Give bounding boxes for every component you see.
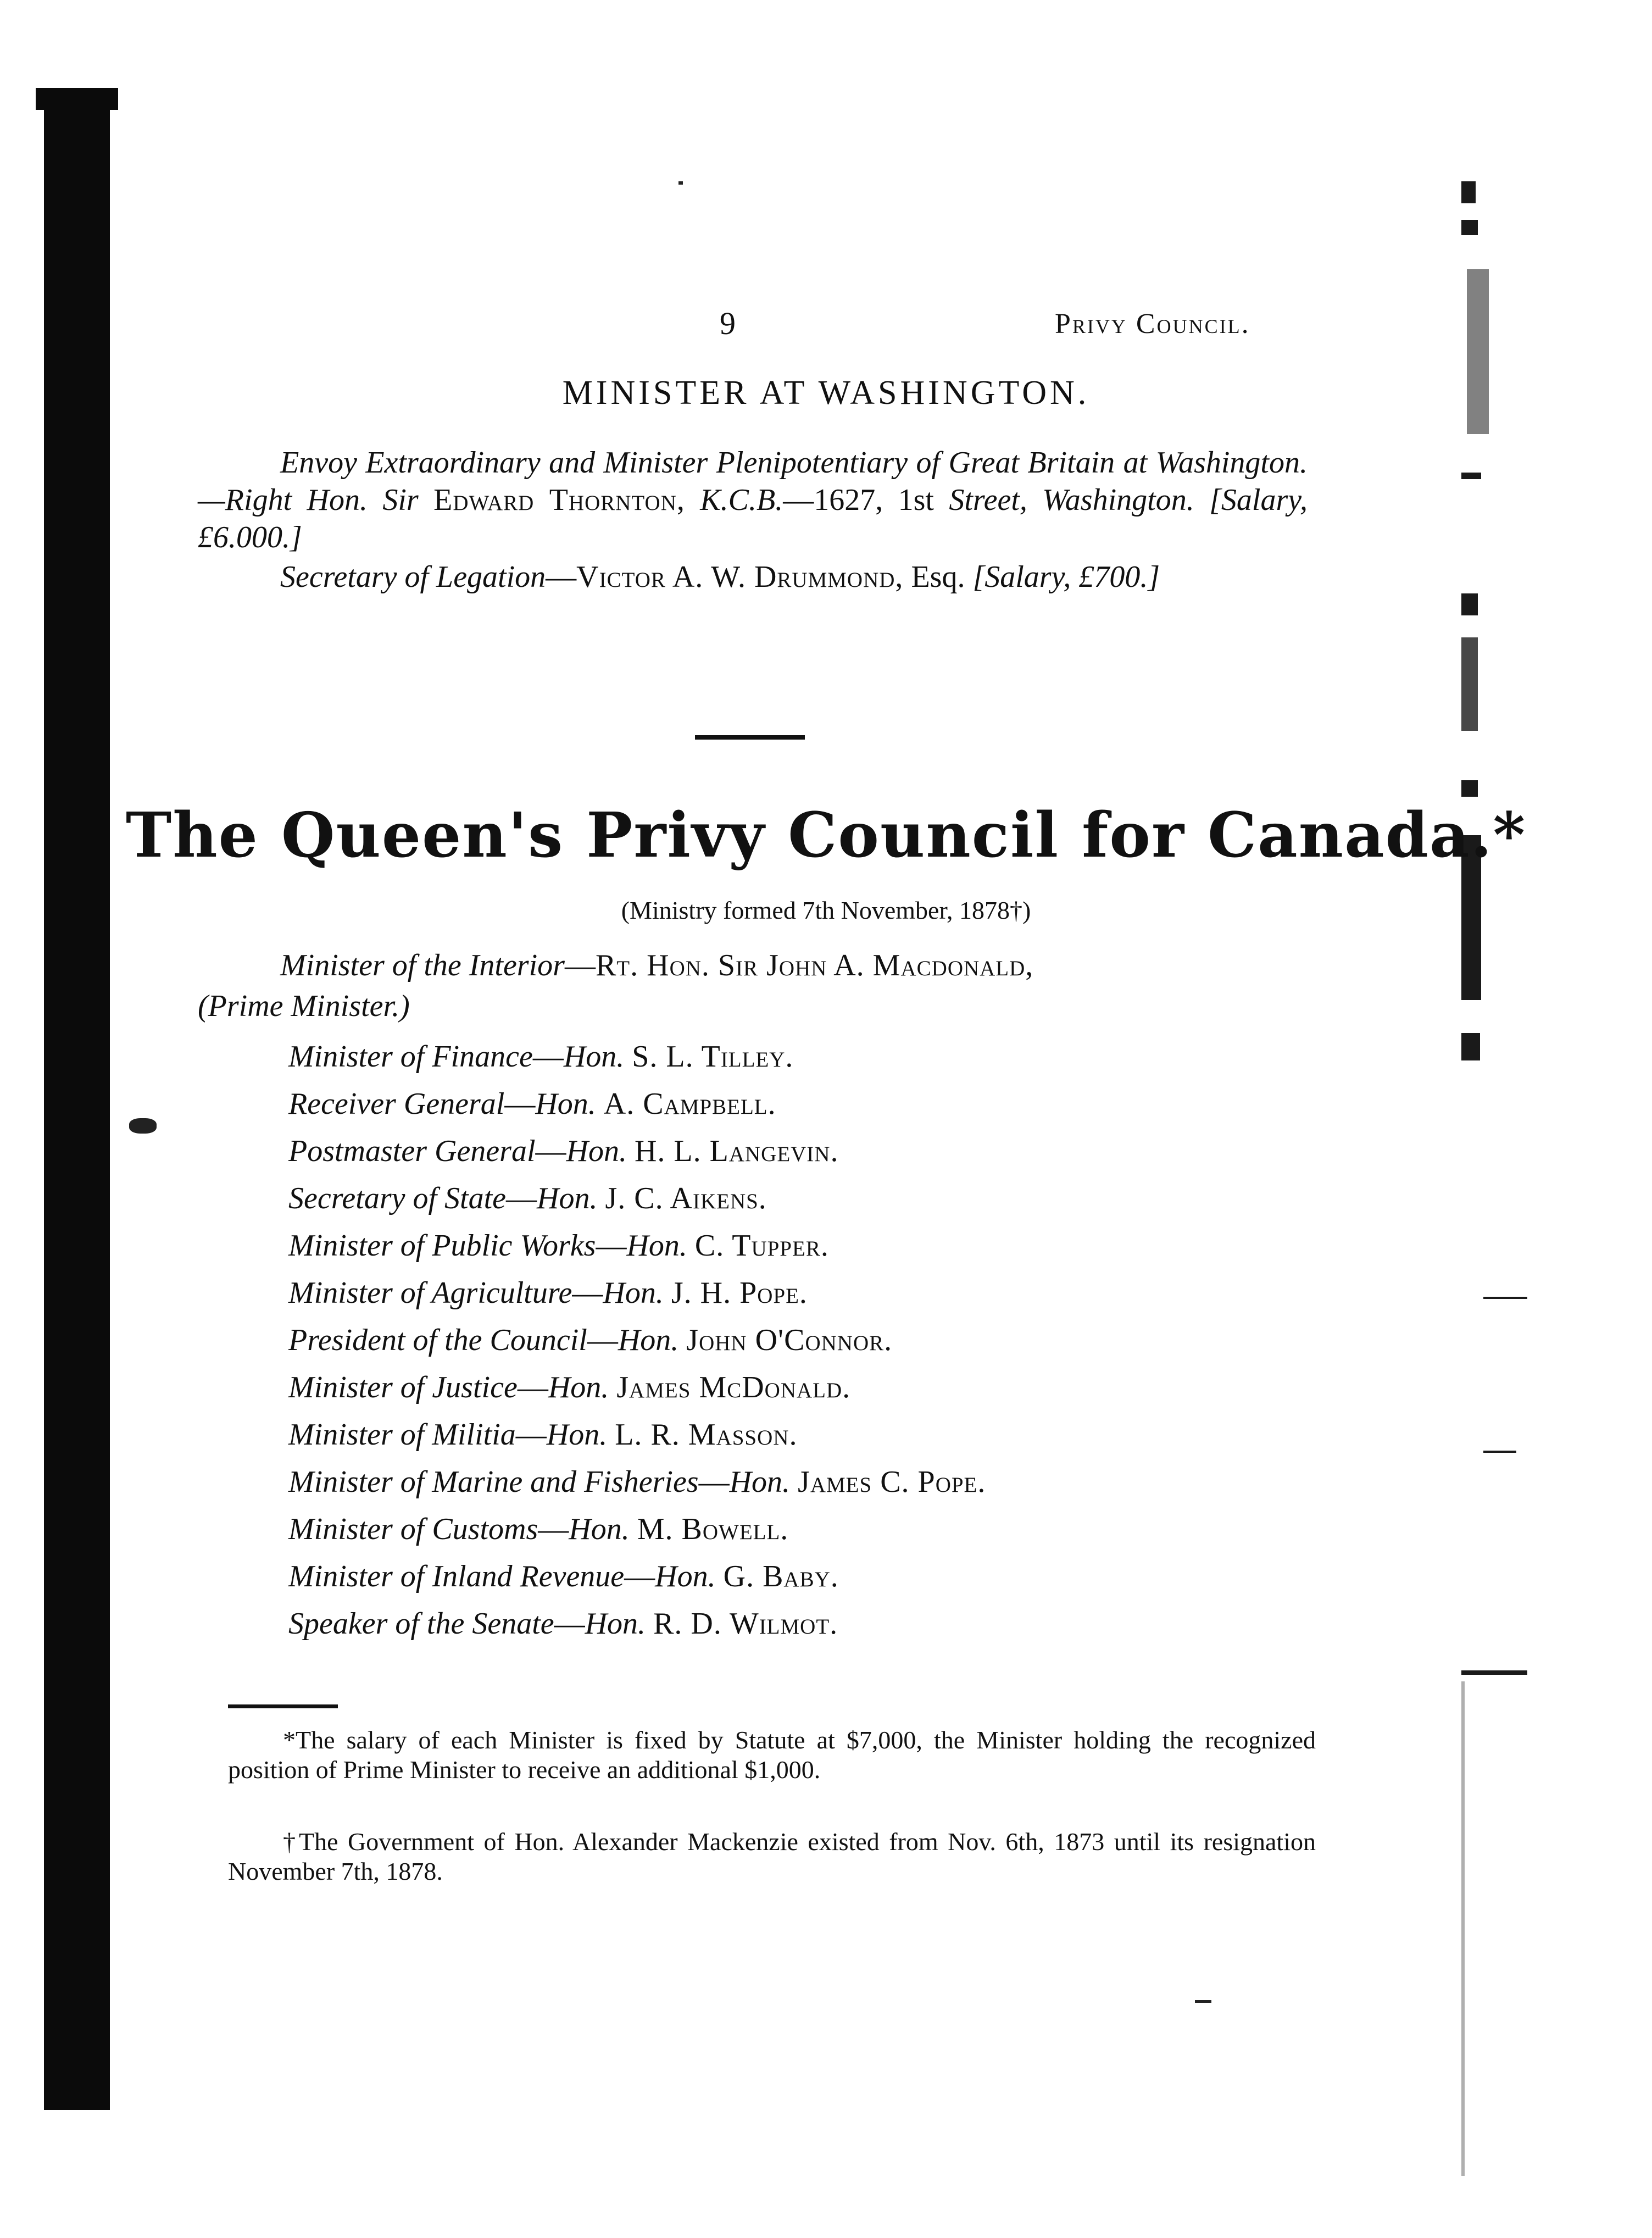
right-margin-scan-marks <box>1461 165 1527 2143</box>
section-title-minister-at-washington: MINISTER AT WASHINGTON. <box>562 374 1090 412</box>
envoy-name: Edward Thornton, <box>433 483 685 517</box>
minister-name: M. Bowell. <box>637 1512 789 1546</box>
minister-item <box>198 1411 1330 1458</box>
minister-office: Minister of Marine and Fisheries <box>288 1465 699 1499</box>
secretary-dash: — <box>546 560 577 594</box>
minister-note: (Prime Minister.) <box>198 989 410 1023</box>
minister-office: Speaker of the Senate <box>288 1607 554 1641</box>
minister-honorific: Hon. <box>603 1276 664 1310</box>
minister-honorific: Hon. <box>569 1512 630 1546</box>
envoy-street: Street, Washington. <box>949 483 1194 517</box>
minister-office: Minister of Customs <box>288 1512 538 1546</box>
minister-name: James McDonald. <box>616 1370 851 1404</box>
minister-honorific: Hon. <box>618 1323 679 1357</box>
minister-separator: — <box>535 1134 566 1168</box>
minister-item <box>198 1317 1330 1364</box>
minister-separator: — <box>532 1040 564 1074</box>
secretary-paragraph <box>198 558 1308 596</box>
envoy-address: —1627, 1st <box>783 483 934 517</box>
minister-separator: — <box>698 1465 730 1499</box>
minister-office: Minister of the Interior <box>280 948 565 982</box>
minister-separator: — <box>504 1087 536 1121</box>
minister-separator: — <box>554 1607 585 1641</box>
minister-separator: — <box>538 1512 569 1546</box>
envoy-honorific: Right Hon. Sir <box>225 483 419 517</box>
minister-name: H. L. Langevin. <box>634 1134 839 1168</box>
envoy-salary: [Salary, £6.000.] <box>198 483 1308 554</box>
minister-item <box>198 1175 1330 1222</box>
minister-name: John O'Connor. <box>686 1323 893 1357</box>
minister-item <box>198 1364 1330 1411</box>
envoy-office: Envoy Extraordinary and Minister Plenipotentiary of Great Britain at Washington. <box>280 446 1308 480</box>
minister-office: Receiver General <box>288 1087 505 1121</box>
minister-honorific: Hon. <box>548 1370 609 1404</box>
privy-council-title: The Queen's Privy Council for Canada.* <box>125 799 1527 871</box>
secretary-suffix: Esq. <box>911 560 965 594</box>
minister-office: President of the Council <box>288 1323 587 1357</box>
minister-office: Minister of Inland Revenue <box>288 1559 625 1593</box>
minister-honorific: Hon. <box>537 1181 598 1215</box>
minister-name: J. H. Pope. <box>671 1276 808 1310</box>
minister-name: Rt. Hon. Sir John A. Macdonald, <box>595 948 1034 982</box>
minister-separator: — <box>624 1559 655 1593</box>
minister-name: S. L. Tilley. <box>632 1040 794 1074</box>
minister-honorific: Hon. <box>563 1040 625 1074</box>
minister-item <box>198 1128 1330 1175</box>
section-divider <box>695 735 805 740</box>
footnote-rule <box>228 1704 338 1708</box>
minister-name: A. Campbell. <box>603 1087 776 1121</box>
minister-item <box>198 1269 1330 1317</box>
minister-honorific: Hon. <box>729 1465 791 1499</box>
minister-name: J. C. Aikens. <box>605 1181 767 1215</box>
minister-item <box>198 1553 1330 1600</box>
minister-name: R. D. Wilmot. <box>653 1607 838 1641</box>
minister-item <box>198 1080 1330 1128</box>
minister-office: Minister of Agriculture <box>288 1276 572 1310</box>
envoy-order: K.C.B. <box>700 483 783 517</box>
page-number: 9 <box>720 306 736 341</box>
minister-list <box>198 945 1330 1647</box>
minister-item <box>198 1222 1330 1269</box>
minister-honorific: Hon. <box>546 1418 608 1452</box>
minister-name: C. Tupper. <box>694 1229 829 1263</box>
minister-separator: — <box>596 1229 627 1263</box>
minister-item <box>198 945 1330 1026</box>
scan-speck <box>678 181 683 185</box>
minister-separator: — <box>564 948 596 982</box>
footnote-mackenzie-government: †The Government of Hon. Alexander Mackenzie existed from Nov. 6th, 1873 until its resignation November 7th, 1878. <box>228 1828 1316 1885</box>
minister-separator: — <box>515 1418 547 1452</box>
secretary-office: Secretary of Legation <box>280 560 546 594</box>
minister-item <box>198 1458 1330 1506</box>
scan-speck <box>129 1118 157 1134</box>
minister-honorific: Hon. <box>626 1229 687 1263</box>
secretary-name: Victor A. W. Drummond, <box>576 560 904 594</box>
minister-honorific: Hon. <box>535 1087 596 1121</box>
minister-honorific: Hon. <box>566 1134 627 1168</box>
footnote-salary: *The salary of each Minister is fixed by Statute at $7,000, the Minister holding the recognized position of Prime Minister to receive an additional $1,000. <box>228 1726 1316 1784</box>
minister-office: Minister of Militia <box>288 1418 516 1452</box>
minister-office: Secretary of State <box>288 1181 507 1215</box>
minister-separator: — <box>517 1370 548 1404</box>
minister-separator: — <box>506 1181 537 1215</box>
minister-name: G. Baby. <box>723 1559 839 1593</box>
minister-separator: — <box>572 1276 603 1310</box>
minister-item <box>198 1506 1330 1553</box>
minister-office: Postmaster General <box>288 1134 536 1168</box>
minister-item <box>198 1033 1330 1080</box>
minister-office: Minister of Public Works <box>288 1229 596 1263</box>
minister-honorific: Hon. <box>585 1607 646 1641</box>
envoy-paragraph <box>198 444 1308 556</box>
running-head: Privy Council. <box>1055 308 1250 340</box>
minister-office: Minister of Finance <box>288 1040 533 1074</box>
scan-speck <box>1195 2000 1211 2003</box>
minister-honorific: Hon. <box>655 1559 716 1593</box>
minister-name: L. R. Masson. <box>615 1418 798 1452</box>
minister-name: James C. Pope. <box>798 1465 986 1499</box>
privy-council-subtitle: (Ministry formed 7th November, 1878†) <box>621 896 1031 924</box>
minister-separator: — <box>587 1323 618 1357</box>
envoy-dash: — <box>198 483 225 517</box>
minister-office: Minister of Justice <box>288 1370 518 1404</box>
minister-item <box>198 1600 1330 1647</box>
secretary-salary: [Salary, £700.] <box>972 560 1160 594</box>
